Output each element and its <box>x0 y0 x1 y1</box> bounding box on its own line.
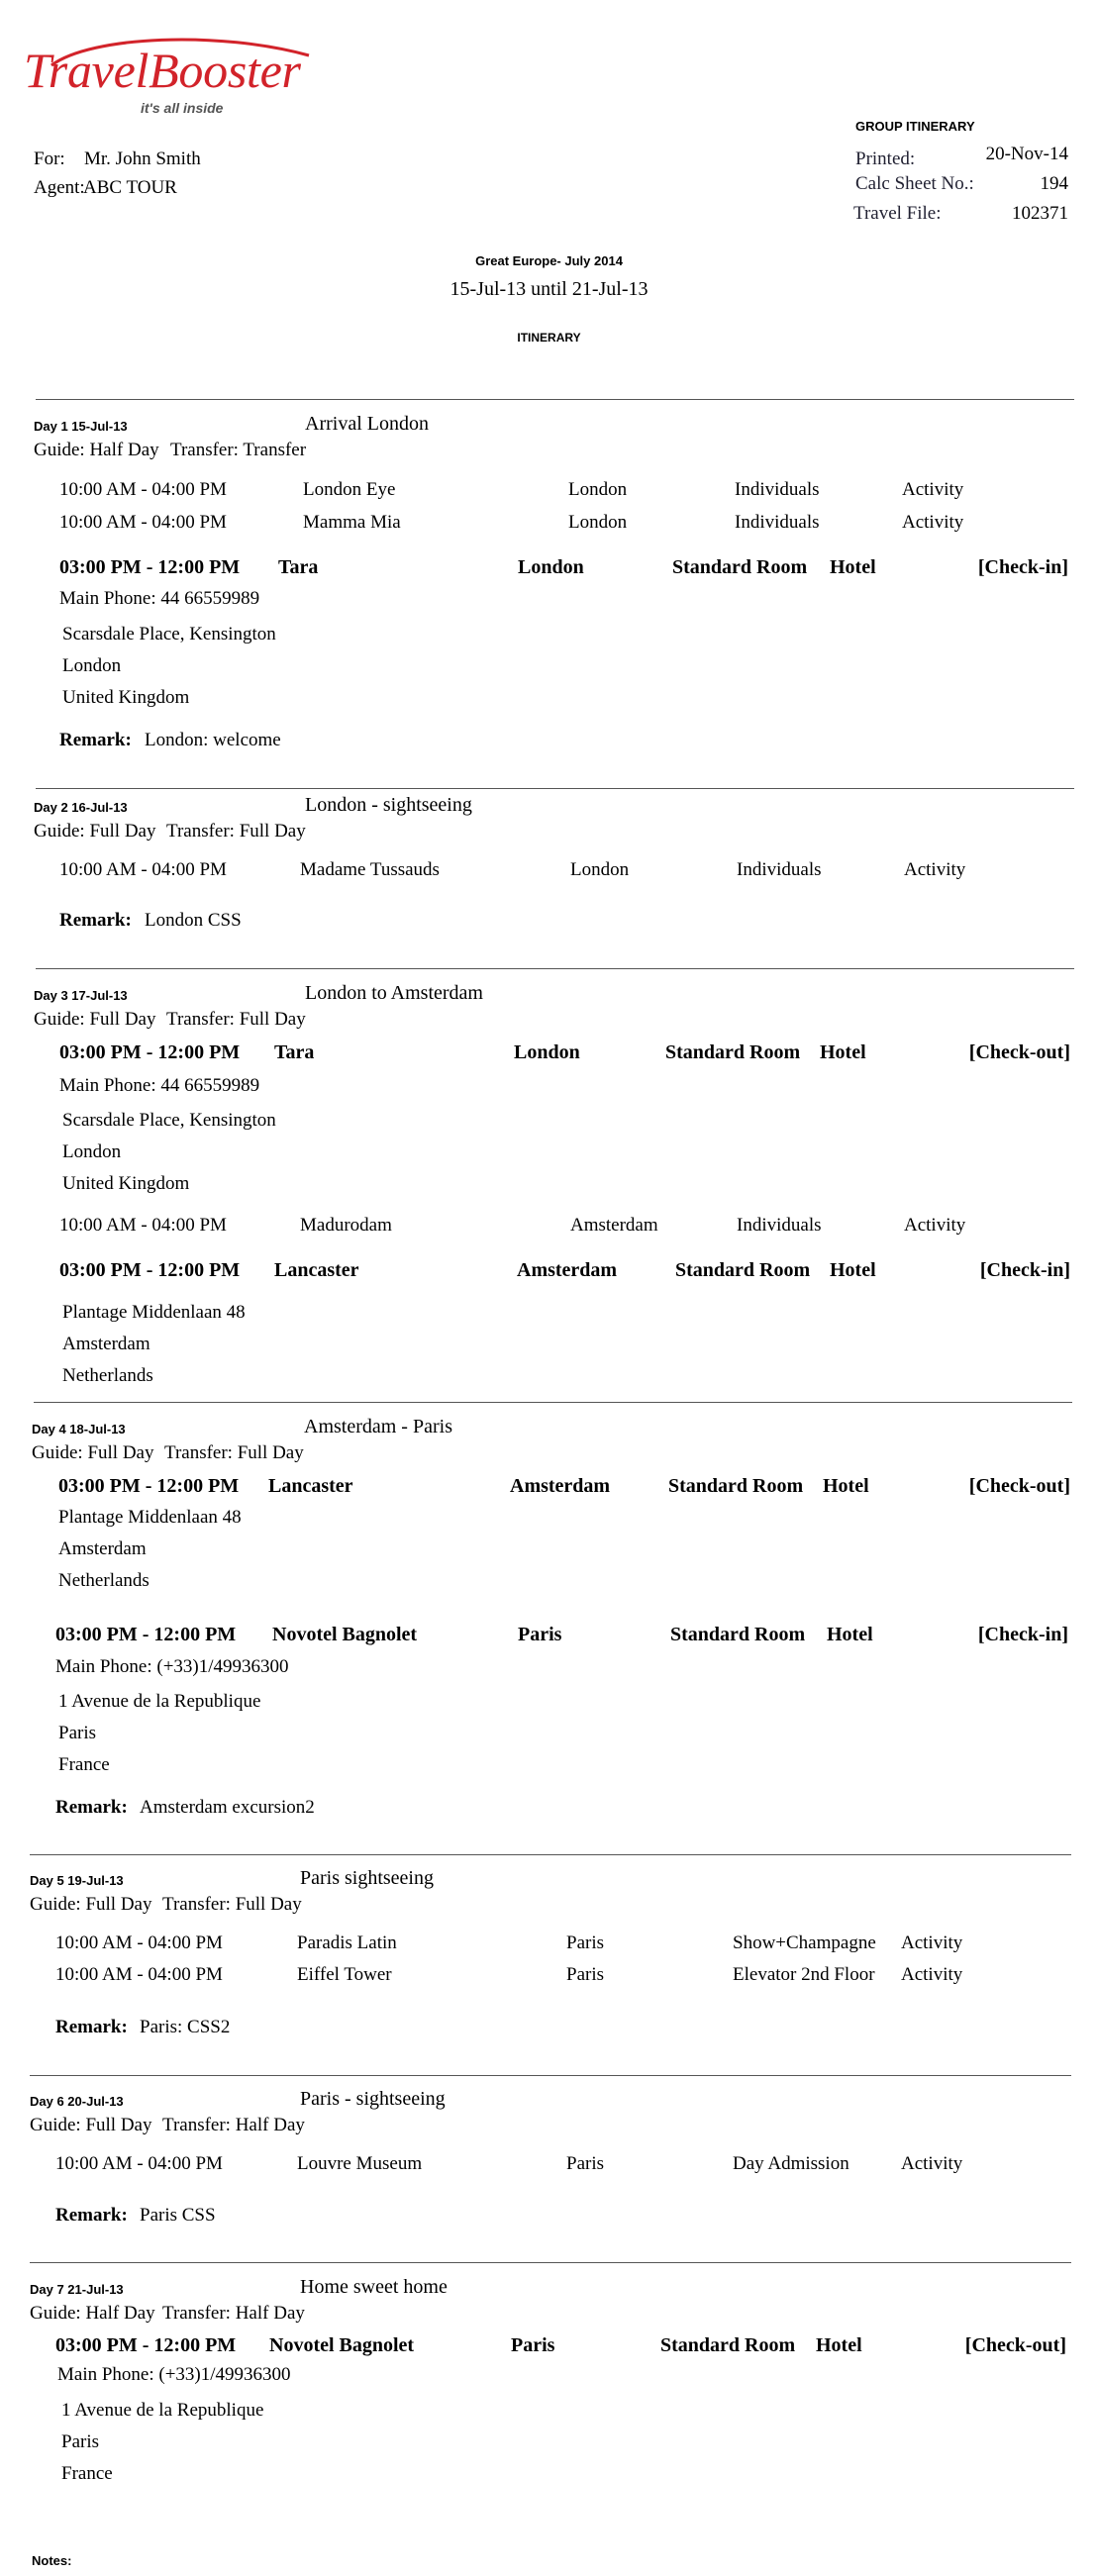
travel-file-number: 102371 <box>1012 203 1068 224</box>
activity-city: London <box>568 512 628 533</box>
activity-type: Individuals <box>735 479 820 500</box>
divider <box>30 2262 1071 2263</box>
divider <box>36 399 1074 400</box>
hotel-action: [Check-out] <box>968 1041 1070 1063</box>
printed-date: 20-Nov-14 <box>985 144 1068 164</box>
remark-text: Amsterdam excursion2 <box>140 1797 315 1818</box>
address-line: Scarsdale Place, Kensington <box>62 624 276 644</box>
hotel-action: [Check-out] <box>964 2334 1066 2356</box>
hotel-kind: Hotel <box>830 1259 876 1281</box>
hotel-phone: Main Phone: (+33)1/49936300 <box>57 2364 291 2385</box>
remark-text: London CSS <box>145 910 242 931</box>
address-line: Amsterdam <box>58 1538 147 1559</box>
address-line: France <box>61 2463 113 2484</box>
room-type: Standard Room <box>665 1041 801 1063</box>
hotel-action: [Check-in] <box>979 1259 1070 1281</box>
trip-title: Great Europe- July 2014 <box>475 253 623 268</box>
hotel-time: 03:00 PM - 12:00 PM <box>59 556 241 578</box>
activity-city: Amsterdam <box>570 1215 658 1236</box>
hotel-city: Paris <box>518 1624 562 1645</box>
hotel-time: 03:00 PM - 12:00 PM <box>58 1475 240 1497</box>
hotel-name: Novotel Bagnolet <box>269 2334 415 2356</box>
hotel-kind: Hotel <box>816 2334 862 2356</box>
hotel-phone: Main Phone: 44 66559989 <box>59 1075 260 1096</box>
address-line: Amsterdam <box>62 1334 150 1354</box>
hotel-city: Amsterdam <box>517 1259 618 1281</box>
transfer-info: Transfer: Full Day <box>166 1009 306 1030</box>
room-type: Standard Room <box>668 1475 804 1497</box>
hotel-action: [Check-in] <box>977 1624 1068 1645</box>
activity-name: Louvre Museum <box>297 2153 423 2174</box>
notes-label: Notes: <box>32 2553 72 2568</box>
activity-name: Eiffel Tower <box>297 1964 392 1985</box>
address-line: United Kingdom <box>62 687 190 708</box>
activity-name: Madurodam <box>300 1215 392 1236</box>
trip-dates: 15-Jul-13 until 21-Jul-13 <box>449 278 649 300</box>
remark-text: Paris CSS <box>140 2205 216 2226</box>
hotel-time: 03:00 PM - 12:00 PM <box>55 2334 237 2356</box>
hotel-phone: Main Phone: (+33)1/49936300 <box>55 1656 289 1677</box>
hotel-name: Lancaster <box>274 1259 359 1281</box>
hotel-time: 03:00 PM - 12:00 PM <box>55 1624 237 1645</box>
agent-name: ABC TOUR <box>83 177 177 198</box>
hotel-city: London <box>514 1041 580 1063</box>
section-title: ITINERARY <box>517 331 581 345</box>
transfer-info: Transfer: Transfer <box>170 440 307 460</box>
address-line: Netherlands <box>62 1365 153 1386</box>
address-line: Scarsdale Place, Kensington <box>62 1110 276 1131</box>
remark-label: Remark: <box>55 2017 128 2037</box>
hotel-time: 03:00 PM - 12:00 PM <box>59 1041 241 1063</box>
divider <box>36 968 1074 969</box>
activity-city: Paris <box>566 1964 604 1985</box>
activity-city: London <box>570 859 630 880</box>
activity-city: London <box>568 479 628 500</box>
hotel-action: [Check-out] <box>968 1475 1070 1497</box>
transfer-info: Transfer: Half Day <box>162 2115 305 2135</box>
day-label: Day 3 17-Jul-13 <box>34 988 128 1003</box>
hotel-kind: Hotel <box>830 556 876 578</box>
client-name: Mr. John Smith <box>84 149 201 169</box>
activity-type: Day Admission <box>733 2153 849 2174</box>
transfer-info: Transfer: Full Day <box>162 1894 302 1915</box>
remark-text: Paris: CSS2 <box>140 2017 231 2037</box>
day-title: Amsterdam - Paris <box>304 1416 452 1437</box>
address-line: France <box>58 1754 110 1775</box>
divider <box>34 1402 1072 1403</box>
hotel-name: Tara <box>278 556 319 578</box>
activity-kind: Activity <box>904 1215 966 1236</box>
hotel-city: London <box>518 556 584 578</box>
address-line: London <box>62 1141 122 1162</box>
day-label: Day 5 19-Jul-13 <box>30 1873 124 1888</box>
day-label: Day 1 15-Jul-13 <box>34 419 128 434</box>
for-label: For: <box>34 149 65 169</box>
address-line: Plantage Middenlaan 48 <box>62 1302 246 1323</box>
day-label: Day 4 18-Jul-13 <box>32 1422 126 1437</box>
activity-kind: Activity <box>901 1932 963 1953</box>
hotel-city: Paris <box>511 2334 555 2356</box>
activity-type: Individuals <box>735 512 820 533</box>
hotel-kind: Hotel <box>823 1475 869 1497</box>
guide-info: Guide: Full Day <box>34 1009 156 1030</box>
address-line: Netherlands <box>58 1570 150 1591</box>
divider <box>36 788 1074 789</box>
activity-kind: Activity <box>902 512 964 533</box>
activity-name: London Eye <box>303 479 396 500</box>
guide-info: Guide: Full Day <box>34 821 156 842</box>
activity-name: Mamma Mia <box>303 512 401 533</box>
address-line: 1 Avenue de la Republique <box>61 2400 264 2421</box>
activity-kind: Activity <box>901 1964 963 1985</box>
guide-info: Guide: Full Day <box>30 2115 152 2135</box>
activity-type: Show+Champagne <box>733 1932 876 1953</box>
activity-kind: Activity <box>902 479 964 500</box>
divider <box>30 1854 1071 1855</box>
remark-text: London: welcome <box>145 730 281 750</box>
transfer-info: Transfer: Full Day <box>166 821 306 842</box>
activity-time: 10:00 AM - 04:00 PM <box>59 859 227 880</box>
divider <box>30 2075 1071 2076</box>
day-label: Day 7 21-Jul-13 <box>30 2282 124 2297</box>
activity-type: Individuals <box>737 859 822 880</box>
activity-time: 10:00 AM - 04:00 PM <box>59 512 227 533</box>
activity-kind: Activity <box>901 2153 963 2174</box>
activity-type: Elevator 2nd Floor <box>733 1964 875 1985</box>
address-line: Paris <box>58 1723 96 1743</box>
activity-type: Individuals <box>737 1215 822 1236</box>
hotel-kind: Hotel <box>820 1041 866 1063</box>
activity-city: Paris <box>566 1932 604 1953</box>
svg-text:it's all inside: it's all inside <box>141 100 224 116</box>
day-label: Day 2 16-Jul-13 <box>34 800 128 815</box>
remark-label: Remark: <box>55 2205 128 2226</box>
activity-time: 10:00 AM - 04:00 PM <box>55 1932 223 1953</box>
hotel-city: Amsterdam <box>510 1475 611 1497</box>
room-type: Standard Room <box>660 2334 796 2356</box>
hotel-phone: Main Phone: 44 66559989 <box>59 588 260 609</box>
activity-kind: Activity <box>904 859 966 880</box>
address-line: Paris <box>61 2431 99 2452</box>
hotel-name: Tara <box>274 1041 315 1063</box>
day-title: Paris - sightseeing <box>300 2088 446 2110</box>
calc-sheet-label: Calc Sheet No.: <box>855 173 974 194</box>
day-title: Paris sightseeing <box>300 1867 434 1889</box>
activity-time: 10:00 AM - 04:00 PM <box>59 1215 227 1236</box>
agent-label: Agent: <box>34 177 85 198</box>
day-title: London to Amsterdam <box>305 982 483 1004</box>
travelbooster-logo <box>22 26 319 125</box>
guide-info: Guide: Half Day <box>34 440 159 460</box>
room-type: Standard Room <box>675 1259 811 1281</box>
activity-time: 10:00 AM - 04:00 PM <box>59 479 227 500</box>
day-title: Home sweet home <box>300 2276 448 2298</box>
activity-name: Madame Tussauds <box>300 859 440 880</box>
calc-sheet-number: 194 <box>1040 173 1068 194</box>
remark-label: Remark: <box>59 910 132 931</box>
guide-info: Guide: Full Day <box>32 1442 154 1463</box>
guide-info: Guide: Full Day <box>30 1894 152 1915</box>
hotel-name: Novotel Bagnolet <box>272 1624 418 1645</box>
day-title: London - sightseeing <box>305 794 472 816</box>
address-line: Plantage Middenlaan 48 <box>58 1507 242 1528</box>
hotel-time: 03:00 PM - 12:00 PM <box>59 1259 241 1281</box>
remark-label: Remark: <box>55 1797 128 1818</box>
day-title: Arrival London <box>305 413 429 435</box>
room-type: Standard Room <box>670 1624 806 1645</box>
guide-info: Guide: Half Day <box>30 2303 155 2324</box>
activity-name: Paradis Latin <box>297 1932 397 1953</box>
svg-text:TravelBooster: TravelBooster <box>24 43 301 98</box>
activity-time: 10:00 AM - 04:00 PM <box>55 1964 223 1985</box>
transfer-info: Transfer: Full Day <box>164 1442 304 1463</box>
document-type: GROUP ITINERARY <box>855 119 975 134</box>
address-line: London <box>62 655 122 676</box>
transfer-info: Transfer: Half Day <box>162 2303 305 2324</box>
hotel-kind: Hotel <box>827 1624 873 1645</box>
address-line: United Kingdom <box>62 1173 190 1194</box>
remark-label: Remark: <box>59 730 132 750</box>
activity-time: 10:00 AM - 04:00 PM <box>55 2153 223 2174</box>
room-type: Standard Room <box>672 556 808 578</box>
printed-label: Printed: <box>855 149 916 169</box>
address-line: 1 Avenue de la Republique <box>58 1691 261 1712</box>
hotel-name: Lancaster <box>268 1475 353 1497</box>
day-label: Day 6 20-Jul-13 <box>30 2094 124 2109</box>
hotel-action: [Check-in] <box>977 556 1068 578</box>
travel-file-label: Travel File: <box>853 203 942 224</box>
activity-city: Paris <box>566 2153 604 2174</box>
